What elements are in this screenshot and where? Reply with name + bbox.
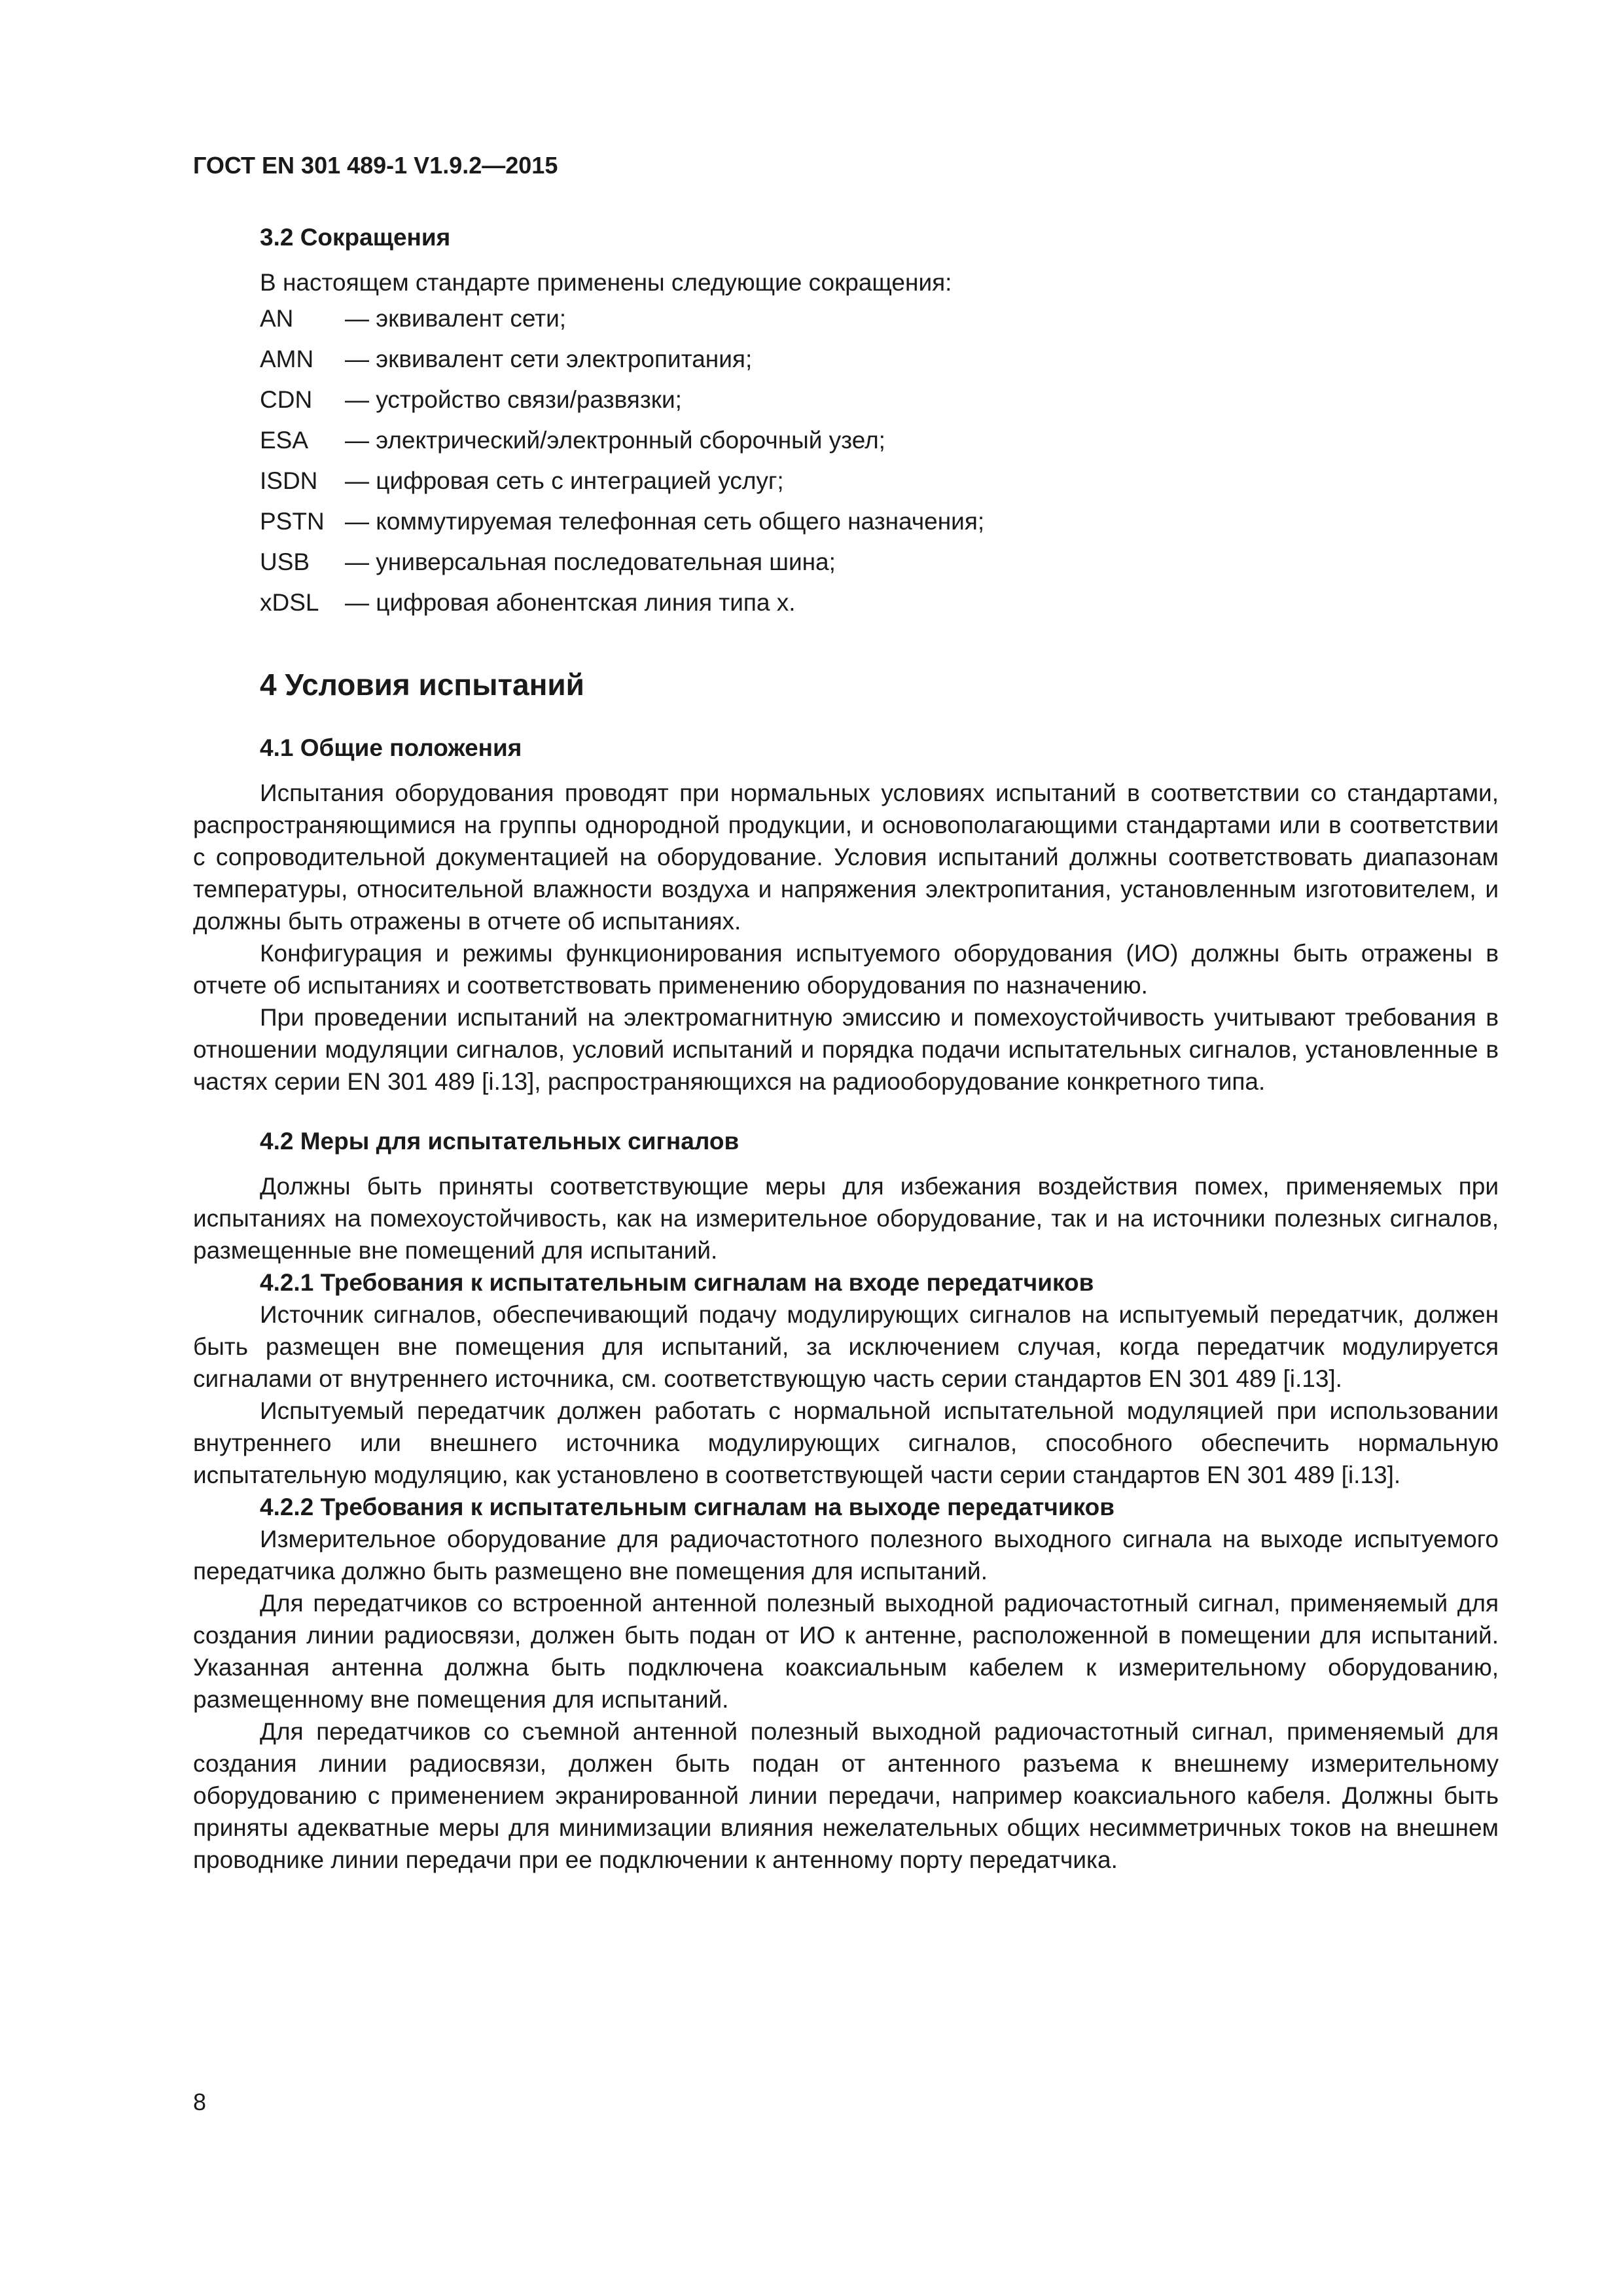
abbreviation-definition: — эквивалент сети; [345,305,567,332]
abbreviation-definition: — электрический/электронный сборочный узел; [345,427,885,454]
section-4-heading: 4 Условия испытаний [260,668,584,702]
abbreviation-definition: — устройство связи/развязки; [345,386,682,413]
paragraph: Для передатчиков со встроенной антенной полезный выходной радиочастотный сигнал, применяемый для создания линии радиосвязи, должен быть подан от ИО к антенне, расположенной в помещении для испытаний. Указанная антенна должна быть подключена коаксиальным кабелем к измерительному оборудованию, размещенному вне помещения для испытаний. [193,1590,1499,1713]
paragraph: Испытуемый передатчик должен работать с нормальной испытательной модуляцией при использовании внутреннего или внешнего источника модулирующих сигналов, способного обеспечить нормальную испытательную модуляцию, как установлено в соответствующей части серии стандартов EN 301 489 [i.13]. [193,1397,1499,1488]
abbreviation-code: ISDN [260,467,318,494]
paragraph: Источник сигналов, обеспечивающий подачу модулирующих сигналов на испытуемый передатчик, должен быть размещен вне помещения для испытаний, за исключением случая, когда передатчик модулируется сигналами от внутреннего источника, см. соответствующую часть серии стандартов EN 301 489 [i.13]. [193,1301,1499,1392]
abbreviation-code: ESA [260,427,309,454]
paragraph: При проведении испытаний на электромагнитную эмиссию и помехоустойчивость учитывают требования в отношении модуляции сигналов, условий испытаний и порядка подачи испытательных сигналов, установленные в частях серии EN 301 489 [i.13], распространяющихся на радиооборудование конкретного типа. [193,1004,1499,1095]
section-4-2-1-heading: 4.2.1 Требования к испытательным сигналам на входе передатчиков [260,1269,1094,1296]
abbreviation-code: AN [260,305,294,332]
abbreviation-item [260,542,1499,583]
abbreviation-definition: — универсальная последовательная шина; [345,548,836,575]
section-4-2-heading: 4.2 Меры для испытательных сигналов [260,1128,740,1155]
abbreviation-item [260,298,1499,339]
paragraph: Должны быть приняты соответствующие меры для избежания воздействия помех, применяемых при испытаниях на помехоустойчивость, как на измерительное оборудование, так и на источники полезных сигналов, размещенные вне помещений для испытаний. [193,1173,1499,1264]
paragraph: Испытания оборудования проводят при нормальных условиях испытаний в соответствии со стандартами, распространяющимися на группы однородной продукции, и основополагающими стандартами или в соответствии с сопроводительной документацией на оборудование. Условия испытаний должны соответствовать диапазонам температуры, относительной влажности воздуха и напряжения электропитания, установленным изготовителем, и должны быть отражены в отчете об испытаниях. [193,780,1499,935]
abbreviation-item [260,339,1499,380]
abbreviations-list [193,298,1499,623]
abbreviations-intro: В настоящем стандарте применены следующие сокращения: [260,269,952,296]
abbreviation-definition: — эквивалент сети электропитания; [345,346,753,372]
section-4-2-2-heading: 4.2.2 Требования к испытательным сигналам на выходе передатчиков [260,1494,1115,1520]
abbreviation-item [260,461,1499,501]
abbreviation-code: USB [260,548,310,575]
abbreviation-item [260,583,1499,623]
abbreviation-definition: — цифровая абонентская линия типа x. [345,589,796,616]
section-3-2-heading: 3.2 Сокращения [260,224,451,251]
abbreviation-item [260,380,1499,420]
paragraph: Для передатчиков со съемной антенной полезный выходной радиочастотный сигнал, применяемый для создания линии радиосвязи, должен быть подан от антенного разъема к внешнему измерительному оборудованию с применением экранированной линии передачи, например коаксиального кабеля. Должны быть приняты адекватные меры для минимизации влияния нежелательных общих несимметричных токов на внешнем проводнике линии передачи при ее подключении к антенному порту передатчика. [193,1718,1499,1873]
abbreviation-code: CDN [260,386,313,413]
abbreviation-item [260,501,1499,542]
abbreviation-code: AMN [260,346,314,372]
section-4-1-heading: 4.1 Общие положения [260,734,522,761]
abbreviation-definition: — коммутируемая телефонная сеть общего назначения; [345,508,985,535]
abbreviation-code: xDSL [260,589,319,616]
abbreviation-item [260,420,1499,461]
paragraph: Измерительное оборудование для радиочастотного полезного выходного сигнала на выходе испытуемого передатчика должно быть размещено вне помещения для испытаний. [193,1526,1499,1585]
document-identifier: ГОСТ EN 301 489-1 V1.9.2—2015 [193,152,558,179]
page-content [193,221,1499,1876]
page-number: 8 [193,2089,207,2115]
abbreviation-definition: — цифровая сеть с интеграцией услуг; [345,467,784,494]
abbreviation-code: PSTN [260,508,325,535]
paragraph: Конфигурация и режимы функционирования испытуемого оборудования (ИО) должны быть отражены в отчете об испытаниях и соответствовать применению оборудования по назначению. [193,940,1499,999]
